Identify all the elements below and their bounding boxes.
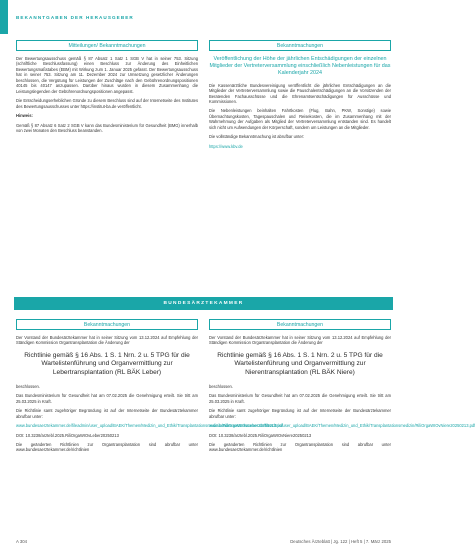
hinweis-text: Gemäß § 87 Absatz 6 Satz 2 SGB V kann das Bundesministerium für Gesundheit (BMG) innerhalb von zwei Monaten den Beschluss beanstanden.	[16, 122, 198, 133]
top-left-paragraph-1: Der Bewertungsausschuss gemäß § 87 Absatz 1 Satz 1 SGB V hat in seiner 753. Sitzung (schriftliche Beschlussfassung) einen Beschluss zur Änderung des Einheitlichen Bewertungsmaßstabes (EBM) mit Wirkung zum 1. Januar 2025 gefasst. Der Bewertungsausschuss hat in seiner 753. Sitzung am 11. Dezember 2024 zur Umsetzung gesetzlicher Änderungen beschlossen, die Vergütung für Leistungen der Zuschläge nach den Gebührenordnungspositionen 40145 bis 40147 anzupassen. Darüber hinaus wurden in diesem Zusammenhang die Leistungslegenden der Gebührenordnungspositionen angepasst.	[16, 56, 198, 94]
bottom-left-paragraph-3: Die geänderten Richtlinien zur Organtransplantation sind abrufbar unter www.bundesaerztekammer.de/richtlinien	[16, 441, 198, 453]
top-left-boxhead: Mitteilungen/ Bekanntmachungen	[16, 40, 198, 51]
top-left-column	[16, 40, 198, 137]
bottom-left-paragraph-1: Das Bundesministerium für Gesundheit hat am 07.02.2025 die Genehmigung erteilt. Sie tritt am 25.03.2025 in Kraft.	[16, 393, 198, 404]
bottom-right-doi: DOI: 10.3238/arztebl.2025.RiliOrgaWIOvNiere20250213	[209, 432, 312, 438]
bottom-left-url[interactable]: www.bundesaerztekammer.de/fileadmin/user_upload/BAEK/Themen/Medizin_und_Ethik/Transplantationsmedizin/RiliOrgaWIOvLeber20250213.pdf	[16, 423, 283, 429]
bottom-left-boxhead: Bekanntmachungen	[16, 319, 198, 330]
bottom-right-richtlinie-title: Richtlinie gemäß § 16 Abs. 1 S. 1 Nrn. 2 u. 5 TPG für die Wartelistenführung und Organvermittlung zur Nierentransplantation (RL BÄK Niere)	[217, 351, 383, 376]
bottom-right-paragraph-2: Die Richtlinie samt zugehöriger Begründung ist auf der Internetseite der Bundesärztekammer abrufbar unter:	[209, 408, 391, 419]
top-left-paragraph-2: Die Entscheidungserheblichen Gründe zu diesem Beschluss sind auf der Internetseite des Institutes des Bewertungsausschusses unter https://institut-ba.de veröffentlicht.	[16, 98, 198, 109]
bottom-right-paragraph-3: Die geänderten Richtlinien zur Organtransplantation sind abrufbar unter www.bundesaerztekammer.de/richtlinien	[209, 441, 391, 453]
top-right-title: Veröffentlichung der Höhe der jährlichen Entschädigungen der einzelnen Mitglieder der Vertreterversammlung einschließlich Nebenleistungen für das Kalenderjahr 2024	[209, 56, 391, 77]
bottom-left-richtlinie-title: Richtlinie gemäß § 16 Abs. 1 S. 1 Nrn. 2 u. 5 TPG für die Wartelistenführung und Organvermittlung zur Lebertransplantation (RL BÄK Leber)	[24, 351, 190, 376]
hinweis-title: Hinweis:	[16, 113, 33, 119]
bottom-right-paragraph-1: Das Bundesministerium für Gesundheit hat am 07.02.2025 die Genehmigung erteilt. Sie tritt am 25.03.2025 in Kraft.	[209, 393, 391, 404]
top-right-column	[209, 40, 391, 153]
bottom-right-boxhead: Bekanntmachungen	[209, 319, 391, 330]
journal-citation: Deutsches Ärzteblatt | Jg. 122 | Heft 5 | 7. März 2025	[290, 539, 391, 544]
bottom-left-paragraph-2: Die Richtlinie samt zugehöriger Begründung ist auf der Internetseite der Bundesärztekammer abrufbar unter:	[16, 408, 198, 419]
bottom-left-doi: DOI: 10.3238/arztebl.2025.RiliOrgaWIOvLeber20250213	[16, 432, 119, 438]
page-number: A 304	[16, 539, 27, 544]
bottom-right-column	[209, 319, 475, 457]
header-label: BEKANNTGABEN DER HERAUSGEBER	[16, 15, 134, 20]
section-bar-bundesaerztekammer	[14, 297, 393, 310]
bottom-right-beschlossen: beschlossen.	[209, 383, 233, 389]
section-title: BUNDESÄRZTEKAMMER	[163, 301, 244, 306]
bottom-right-url[interactable]: www.bundesaerztekammer.de/fileadmin/user_upload/BAEK/Themen/Medizin_und_Ethik/Transplantationsmedizin/RiliOrgaWIOvNiere20250213.pdf	[209, 423, 475, 429]
top-right-link[interactable]: https://www.kbv.de	[209, 143, 243, 149]
header-bar	[0, 0, 407, 34]
top-right-boxhead: Bekanntmachungen	[209, 40, 391, 51]
header-accent	[0, 0, 8, 34]
top-right-paragraph-3: Die vollständige Bekanntmachung ist abrufbar unter:	[209, 134, 305, 140]
bottom-left-intro: Der Vorstand der Bundesärztekammer hat in seiner Sitzung vom 13.12.2024 auf Empfehlung der Ständigen Kommission Organtransplantation die Änderung der	[16, 335, 198, 346]
top-right-paragraph-1: Die Kassenärztliche Bundesvereinigung veröffentlicht die jährlichen Entschädigungen an die Mitglieder der Vertreterversammlung sowie die Pauschalentschädigungen an die Vorsitzenden der Beratenden Fachausschüsse und die Ehrenamtsentschädigungen für Ausschüsse und Kommissionen.	[209, 82, 391, 104]
top-right-paragraph-2: Die Nebenleistungen beinhalten Fahrtkosten (Flug, Bahn, PKW, Sonstige) sowie Übernachtungskosten, Tagespauschalen und Reisekosten, die im Zusammenhang mit der Wahrnehmung der Aufgaben als Mitglied der Vertreterversammlung entstanden sind. Es handelt sich nicht um Aufwendungen der Körperschaft, sondern um Leistungen an die Mitglieder.	[209, 108, 391, 130]
bottom-right-intro: Der Vorstand der Bundesärztekammer hat in seiner Sitzung vom 13.12.2024 auf Empfehlung der Ständigen Kommission Organtransplantation die Änderung der	[209, 335, 391, 346]
bottom-left-beschlossen: beschlossen.	[16, 383, 40, 389]
